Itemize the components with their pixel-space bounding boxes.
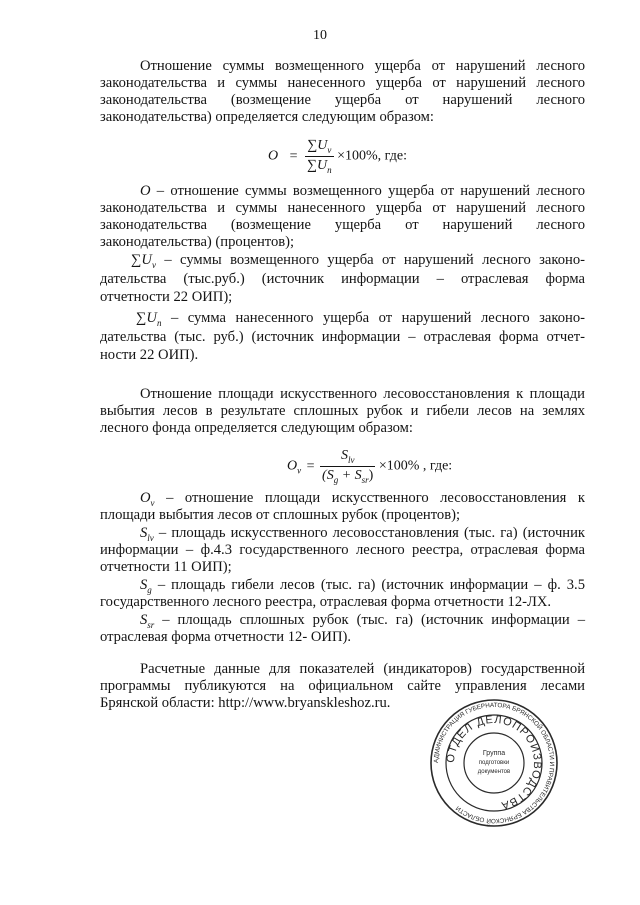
definition-line: площади выбытия лесов от сплошных рубок (процентов);: [100, 507, 461, 523]
definition-line: отчетности 22 ОИП);: [100, 289, 233, 305]
denominator-part: ): [368, 467, 374, 483]
def-symbol-sub: n: [156, 317, 162, 328]
text-line: выбытия лесов в результате сплошных рубок и гибели лесов на землях: [100, 403, 585, 419]
formula-eq: =: [289, 148, 298, 164]
formula-numerator: [305, 138, 334, 157]
text-line: Расчетные данные для показателей (индикаторов) государственной: [140, 661, 585, 677]
formula-lhs: O: [268, 148, 279, 164]
formula-lhs: O: [287, 458, 298, 474]
def-text: – отношение суммы возмещенного ущерба от нарушений лесного: [150, 183, 585, 199]
formula-eq: =: [306, 458, 315, 474]
definition-line: ности 22 ОИП).: [100, 347, 199, 363]
def-symbol-sub: g: [147, 584, 152, 595]
def-symbol-sub: v: [150, 497, 155, 508]
definition-line: законодательства) (процентов);: [100, 234, 295, 250]
formula-numerator: [320, 448, 375, 467]
formula-tail: ×100%, где:: [337, 148, 407, 164]
def-text: – площадь гибели лесов (тыс. га) (источник информации – ф. 3.5: [151, 577, 585, 593]
formula-fraction: [305, 138, 334, 175]
text-line: Отношение суммы возмещенного ущерба от нарушений лесного: [140, 58, 585, 74]
definition-line: государственного лесного реестра, отраслевая форма отчетности 12-ЛХ.: [100, 594, 552, 610]
definition-line: законодательства (возмещение ущерба от нарушений лесного: [100, 217, 585, 233]
office-stamp-seal: [428, 697, 560, 829]
denominator-part: (S: [322, 467, 334, 483]
text-line: законодательства) определяется следующим образом:: [100, 109, 434, 125]
def-symbol: O: [140, 490, 151, 506]
stamp-center-line: подготовки: [478, 760, 510, 766]
definition-line: [140, 183, 585, 200]
stamp-center-line: документов: [477, 769, 511, 775]
numerator-sub: lv: [347, 454, 355, 465]
numerator-sub: v: [327, 144, 332, 155]
numerator-symbol: S: [340, 448, 348, 463]
formula-fraction: [320, 448, 375, 485]
formula-lhs-sub: v: [297, 465, 302, 476]
def-text: – суммы возмещенного ущерба от нарушений лесного законо-: [155, 252, 585, 268]
def-text: – площадь искусственного лесовосстановления (тыс. га) (источник: [153, 525, 585, 541]
definition-line: отраслевая форма отчетности 12- ОИП).: [100, 629, 351, 645]
formula-denominator: [305, 157, 334, 175]
formula-o: [268, 138, 407, 175]
stamp-center-line: Группа: [482, 750, 506, 757]
text-line: программы публикуются на официальном сайте управления лесами: [100, 678, 585, 694]
denominator-sub: n: [327, 164, 332, 175]
def-symbol-sub: sr: [147, 619, 155, 630]
def-symbol-sub: lv: [147, 532, 154, 543]
formula-tail: ×100% , где:: [378, 458, 453, 474]
denominator-sub: g: [333, 474, 339, 485]
definition-line: отчетности 11 ОИП);: [100, 559, 232, 575]
numerator-symbol: ∑U: [307, 138, 328, 153]
text-line: законодательства (возмещение ущерба от нарушений лесного: [100, 92, 585, 108]
definition-line: дательства (тыс. руб.) (источник информации – отраслевая форма отчет-: [100, 329, 585, 345]
def-symbol-sub: v: [151, 259, 156, 270]
denominator-part: + S: [338, 467, 362, 483]
def-symbol: ∑U: [131, 252, 152, 268]
denominator-symbol: ∑U: [307, 157, 328, 173]
def-symbol: S: [140, 525, 148, 541]
formula-denominator: [320, 467, 375, 485]
text-line: Отношение площади искусственного лесовосстановления к площади: [140, 386, 585, 402]
text-line: законодательства и суммы нанесенного ущерба от нарушений лесного: [100, 75, 585, 91]
definition-line: законодательства и суммы нанесенного ущерба от нарушений лесного: [100, 200, 585, 216]
denominator-sub: sr: [361, 474, 369, 485]
stamp-outer-text: АДМИНИСТРАЦИЯ ГУБЕРНАТОРА БРЯНСКОЙ ОБЛАСТИ И ПРАВИТЕЛЬСТВА БРЯНСКОЙ ОБЛАСТИ: [432, 701, 556, 825]
def-symbol: O: [140, 183, 151, 199]
def-text: – сумма нанесенного ущерба от нарушений лесного законо-: [161, 310, 585, 326]
def-symbol: S: [140, 577, 148, 593]
def-text: – площадь сплошных рубок (тыс. га) (источник информации –: [154, 612, 585, 628]
def-symbol: S: [140, 612, 148, 628]
definition-line: информации – ф.4.3 государственного лесного реестра, отраслевая форма: [100, 542, 585, 558]
formula-ov: [287, 448, 452, 485]
text-line: Брянской области: http://www.bryanskleshoz.ru.: [100, 695, 391, 711]
def-text: – отношение площади искусственного лесовосстановления к: [154, 490, 585, 506]
text-line: лесного фонда определяется следующим образом:: [100, 420, 413, 436]
definition-line: дательства (тыс.руб.) (источник информации – отраслевая форма: [100, 271, 585, 287]
stamp-mid-text: ОТДЕЛ ДЕЛОПРОИЗВОДСТВА: [444, 713, 544, 812]
def-symbol: ∑U: [136, 310, 157, 326]
page-number: 10: [313, 28, 327, 43]
